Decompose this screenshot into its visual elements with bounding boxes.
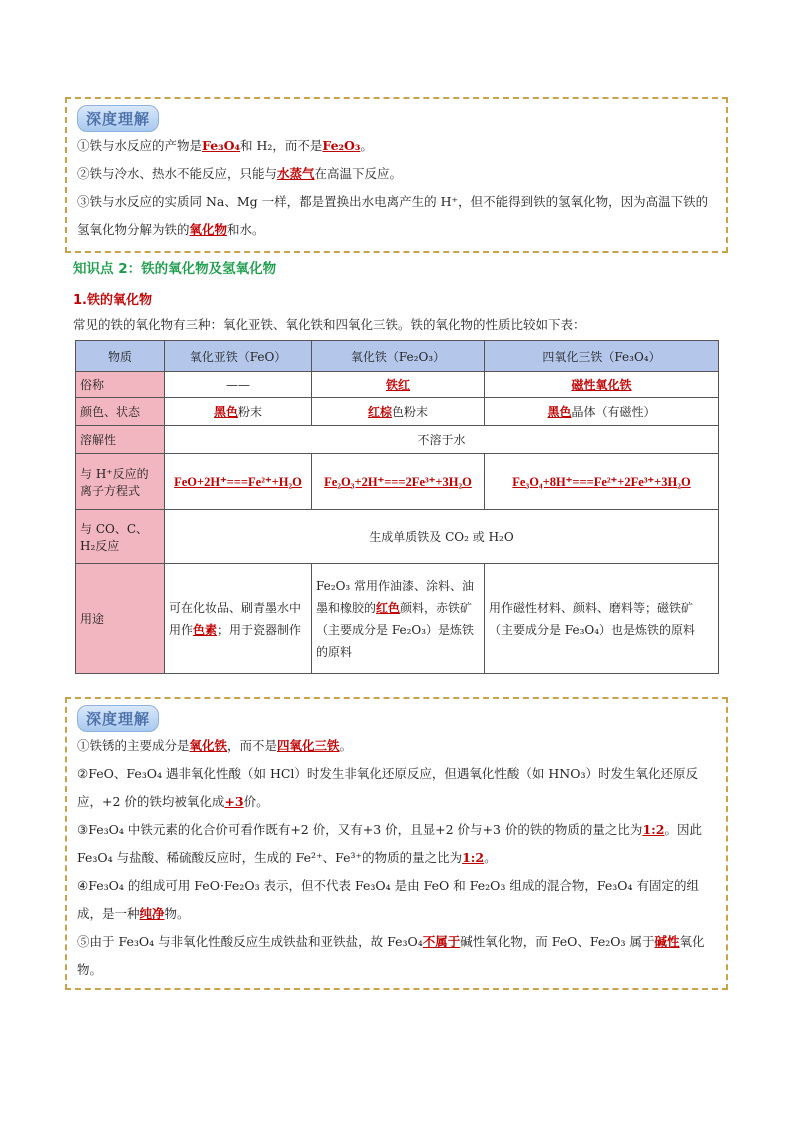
table-cell: 可在化妆品、刷青墨水中用作色素；用于瓷器制作 [165,564,312,674]
iron-oxide-table [75,340,719,674]
table-row [76,454,719,510]
row-header: 溶解性 [76,426,165,454]
row-header: 用途 [76,564,165,674]
table-cell: 用作磁性材料、颜料、磨料等；磁铁矿（主要成分是 Fe₃O₄）也是炼铁的原料 [485,564,719,674]
note-line-5: ⑤由于 Fe₃O₄ 与非氧化性酸反应生成铁盐和亚铁盐，故 Fe₃O₄不属于碱性氧化物，而 FeO、Fe₂O₃ 属于碱性氧化物。 [77,934,705,977]
header-cell: 物质 [76,341,165,372]
note-line-1: ①铁与水反应的产物是Fe₃O₄和 H₂，而不是Fe₂O₃。 [77,138,373,153]
intro-text: 常见的铁的氧化物有三种：氧化亚铁、氧化铁和四氧化三铁。铁的氧化物的性质比较如下表： [73,317,586,332]
table-row [76,510,719,564]
note-line-2: ②FeO、Fe₃O₄ 遇非氧化性酸（如 HCl）时发生非氧化还原反应，但遇氧化性酸（如 HNO₃）时发生氧化还原反应，+2 价的铁均被氧化成+3价。 [77,766,698,809]
note-line-4: ④Fe₃O₄ 的组成可用 FeO·Fe₂O₃ 表示，但不代表 Fe₃O₄ 是由 FeO 和 Fe₂O₃ 组成的混合物，Fe₃O₄ 有固定的组成，是一种纯净物。 [77,878,699,921]
table-cell: FeO+2H⁺===Fe²⁺+H₂O [165,454,312,510]
table-cell: 生成单质铁及 CO₂ 或 H₂O [165,510,719,564]
row-header: 颜色、状态 [76,398,165,426]
header-cell: 四氧化三铁（Fe₃O₄） [485,341,719,372]
table-cell: 磁性氧化铁 [485,372,719,398]
subsection-title: 1.铁的氧化物 [73,293,152,308]
table-cell: Fe₂O₃ 常用作油漆、涂料、油墨和橡胶的红色颜料，赤铁矿（主要成分是 Fe₂O₃）是炼铁的原料 [312,564,485,674]
table-cell: —— [165,372,312,398]
note-line-2: ②铁与冷水、热水不能反应，只能与水蒸气在高温下反应。 [77,166,403,181]
deep-understanding-badge: 深度理解 [77,105,159,132]
section-title: 知识点 2：铁的氧化物及氢氧化物 [73,261,277,277]
row-header: 与 H⁺反应的离子方程式 [76,454,165,510]
table-row [76,398,719,426]
table-cell: 铁红 [312,372,485,398]
note-line-3: ③Fe₃O₄ 中铁元素的化合价可看作既有+2 价，又有+3 价，且显+2 价与+3 价的铁的物质的量之比为1:2。因此 Fe₃O₄ 与盐酸、稀硫酸反应时，生成的 Fe²⁺、Fe³⁺的物质的量之比为1:2。 [77,822,702,865]
header-cell: 氧化亚铁（FeO） [165,341,312,372]
note-line-3: ③铁与水反应的实质同 Na、Mg 一样，都是置换出水电离产生的 H⁺，但不能得到铁的氢氧化物，因为高温下铁的氢氧化物分解为铁的氧化物和水。 [77,194,709,237]
note-line-1: ①铁锈的主要成分是氧化铁，而不是四氧化三铁。 [77,738,353,753]
table-cell: Fe₃O₄+8H⁺===Fe²⁺+2Fe³⁺+3H₂O [485,454,719,510]
table-cell: 不溶于水 [165,426,719,454]
table-cell: 红棕色粉末 [312,398,485,426]
deep-understanding-box-2 [65,697,728,990]
table-cell: 黑色粉末 [165,398,312,426]
table-row [76,426,719,454]
header-cell: 氧化铁（Fe₂O₃） [312,341,485,372]
table-row [76,372,719,398]
deep-understanding-badge: 深度理解 [77,705,159,732]
table-cell: Fe₂O₃+2H⁺===2Fe³⁺+3H₂O [312,454,485,510]
table-row [76,564,719,674]
deep-understanding-box-1 [65,97,728,253]
table-cell: 黑色晶体（有磁性） [485,398,719,426]
row-header: 俗称 [76,372,165,398]
table-header-row [76,341,719,372]
row-header: 与 CO、C、H₂反应 [76,510,165,564]
